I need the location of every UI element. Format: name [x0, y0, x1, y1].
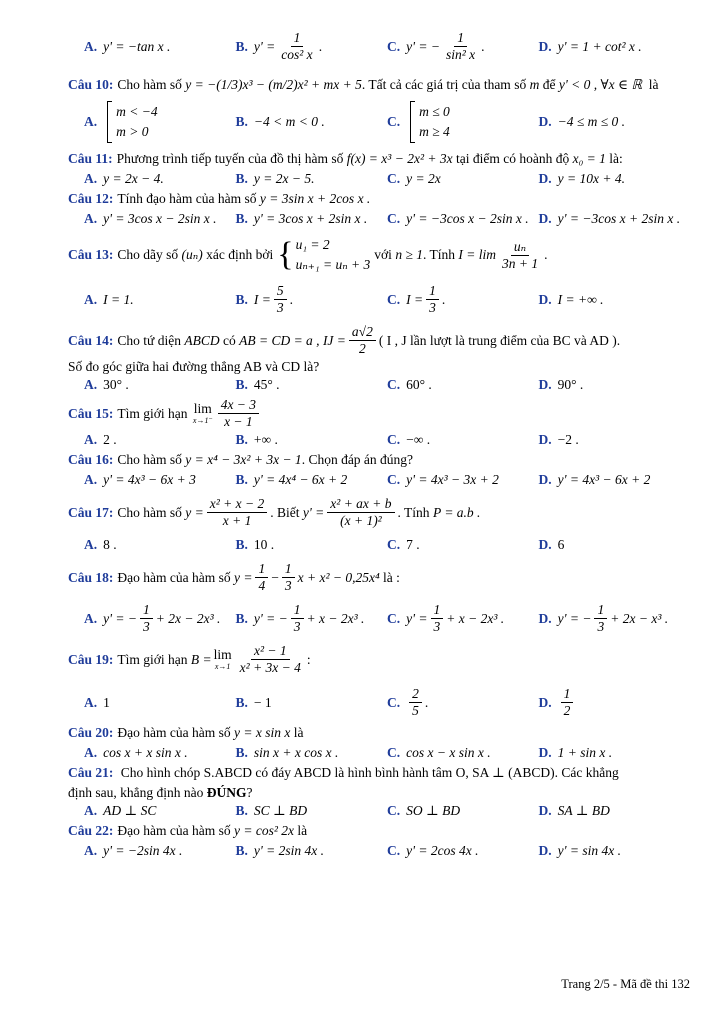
- q13-option-c[interactable]: C. I = $\frac{1}{3}$ .: [387, 283, 446, 315]
- exam-page: [68, 30, 688, 859]
- q13-options: [68, 283, 688, 316]
- q15-option-b[interactable]: B. +∞ .: [235, 432, 278, 447]
- question-22: Câu 22: Đạo hàm của hàm số y = cos² 2x là: [68, 823, 308, 838]
- q14-options: [68, 377, 688, 393]
- q20-options: [68, 745, 688, 761]
- q20-option-b[interactable]: B. sin x + x cos x .: [235, 745, 339, 760]
- q22-option-c[interactable]: C. y' = 2cos 4x .: [387, 843, 479, 858]
- q16-option-a[interactable]: A. y' = 4x³ − 6x + 3: [84, 472, 196, 487]
- q18-option-d[interactable]: D. y' = − $\frac{1}{3}$ + 2x − x³ .: [538, 602, 669, 634]
- q10-options: [68, 101, 688, 143]
- q17-option-a[interactable]: A. 8 .: [84, 537, 117, 552]
- q21-option-d[interactable]: D. SA ⊥ BD: [538, 803, 610, 818]
- q9-options: [68, 30, 688, 63]
- q21-option-b[interactable]: B. SC ⊥ BD: [235, 803, 308, 818]
- q16-option-c[interactable]: C. y' = 4x³ − 3x + 2: [387, 472, 499, 487]
- q13-option-d[interactable]: D. I = +∞ .: [538, 291, 604, 307]
- q12-options: [68, 211, 688, 227]
- q17-options: [68, 537, 688, 553]
- q19-option-b[interactable]: B. − 1: [235, 694, 272, 710]
- q21-options: [68, 803, 688, 819]
- q12-option-c[interactable]: C. y' = −3cos x − 2sin x .: [387, 211, 529, 226]
- q13-option-b[interactable]: B. I = $\frac{5}{3}$ .: [235, 283, 293, 315]
- q15-option-c[interactable]: C. −∞ .: [387, 432, 431, 447]
- q12-option-b[interactable]: B. y' = 3cos x + 2sin x .: [235, 211, 368, 226]
- q17-option-b[interactable]: B. 10 .: [235, 537, 275, 552]
- page-footer: Trang 2/5 - Mã đề thi 132: [561, 977, 690, 991]
- q11-option-c[interactable]: C. y = 2x: [387, 171, 441, 186]
- question-21-line2: định sau, khẳng định nào ĐÚNG?: [68, 785, 253, 800]
- q16-option-b[interactable]: B. y' = 4x⁴ − 6x + 2: [235, 472, 348, 487]
- fraction: $\frac{1}{\text{sin² x}}$: [445, 30, 476, 62]
- q21-option-a[interactable]: A. AD ⊥ SC: [84, 803, 157, 818]
- q22-option-a[interactable]: A. y' = −2sin 4x .: [84, 843, 183, 858]
- q12-option-d[interactable]: D. y' = −3cos x + 2sin x .: [538, 211, 681, 226]
- q10-option-b[interactable]: B. −4 < m < 0 .: [235, 114, 325, 129]
- q19-option-d[interactable]: D. $\frac{1}{2}$: [539, 686, 689, 719]
- q20-option-d[interactable]: D. 1 + sin x .: [538, 745, 613, 760]
- question-13: Câu 13: Cho dãy số (uₙ) xác định bởi { u₁ = 2 uₙ₊₁ = uₙ + 3 với n ≥ 1 . Tính I = lim $\frac{\text{uₙ}}{3n + 1}$ .: [68, 236, 548, 273]
- question-21: Câu 21: Cho hình chóp S.ABCD có đáy ABCD là hình bình hành tâm O, SA ⊥ (ABCD). Các khẳng: [68, 765, 619, 780]
- q22-options: [68, 843, 688, 859]
- q13-option-a[interactable]: A. I = 1.: [84, 291, 134, 307]
- q16-option-d[interactable]: D. y' = 4x³ − 6x + 2: [538, 472, 651, 487]
- q14-option-c[interactable]: C. 60° .: [387, 377, 432, 392]
- q11-options: [68, 171, 688, 187]
- question-14-line2: Số đo góc giữa hai đường thẳng AB và CD là?: [68, 359, 320, 374]
- question-17: Câu 17: Cho hàm số y = $\frac{\text{x² + x − 2}}{x + 1}$ . Biết y' = $\frac{\text{x² + ax + b}}{\text{(x + 1)²}}$ . Tính P = a.b .: [68, 496, 481, 528]
- question-10: Câu 10: Cho hàm số y = −(1/3)x³ − (m/2)x² + mx + 5 . Tất cả các giá trị của tham số m để y' < 0 , ∀x ∈ ℝ là: [68, 77, 659, 92]
- q21-option-c[interactable]: C. SO ⊥ BD: [387, 803, 461, 818]
- question-11: Câu 11: Phương trình tiếp tuyến của đồ thị hàm số f(x) = x³ − 2x² + 3x tại điểm có hoành độ x₀ = 1 là:: [68, 151, 623, 166]
- q22-option-b[interactable]: B. y' = 2sin 4x .: [235, 843, 325, 858]
- q15-options: [68, 432, 688, 448]
- q14-option-a[interactable]: A. 30° .: [84, 377, 129, 392]
- question-12: Câu 12: Tính đạo hàm của hàm số y = 3sin x + 2cos x .: [68, 191, 371, 206]
- q20-option-c[interactable]: C. cos x − x sin x .: [387, 745, 491, 760]
- question-20: Câu 20: Đạo hàm của hàm số y = x sin x là: [68, 725, 304, 740]
- q18-option-c[interactable]: C. y' = $\frac{1}{3}$ + x − 2x³ .: [387, 602, 505, 634]
- q10-option-c[interactable]: C. m ≤ 0 m ≥ 4: [387, 101, 539, 143]
- q17-option-d[interactable]: D. 6: [538, 537, 565, 552]
- question-14: Câu 14: Cho tứ diện ABCD có AB = CD = a , IJ = $\frac{a√2}{2}$ ( I , J lần lượt là trung điểm của BC và AD ).: [68, 324, 621, 356]
- recurrence-system: { u₁ = 2 uₙ₊₁ = uₙ + 3: [277, 236, 371, 273]
- question-19: Câu 19: Tìm giới hạn B = lim x→1 $\frac{\text{x² − 1}}{\text{x² + 3x − 4}}$ :: [68, 643, 311, 675]
- q16-options: [68, 472, 688, 488]
- question-16: Câu 16: Cho hàm số y = x⁴ − 3x² + 3x − 1 . Chọn đáp án đúng?: [68, 452, 414, 467]
- q14-option-d[interactable]: D. 90° .: [538, 377, 584, 392]
- q19-options: [68, 686, 688, 719]
- q18-option-a[interactable]: A. y' = − $\frac{1}{3}$ + 2x − 2x³ .: [84, 602, 221, 634]
- q9-option-b[interactable]: B. y' = $\frac{1}{\text{cos² x}}$ .: [235, 30, 323, 62]
- question-18: Câu 18: Đạo hàm của hàm số y = $\frac{1}{4}$ − $\frac{1}{3}$ x + x² − 0,25x⁴ là :: [68, 561, 400, 593]
- q15-option-d[interactable]: D. −2 .: [538, 432, 579, 447]
- q14-option-b[interactable]: B. 45° .: [235, 377, 280, 392]
- q18-option-b[interactable]: B. y' = − $\frac{1}{3}$ + x − 2x³ .: [235, 602, 365, 634]
- q9-option-a[interactable]: A. y' = −tan x .: [84, 38, 171, 54]
- fraction: $\frac{\text{uₙ}}{3n + 1}$: [501, 238, 539, 271]
- q10-option-d[interactable]: D. −4 ≤ m ≤ 0 .: [538, 114, 626, 129]
- question-15: Câu 15: Tìm giới hạn lim x→1⁻ $\frac{4x - 3}{x - 1}$: [68, 397, 688, 430]
- q11-option-a[interactable]: A. y = 2x − 4.: [84, 171, 164, 186]
- q9-option-c[interactable]: C. y' = − $\frac{1}{\text{sin² x}}$ .: [387, 30, 485, 62]
- q12-option-a[interactable]: A. y' = 3cos x − 2sin x .: [84, 211, 217, 226]
- q19-option-c[interactable]: C. $\frac{2}{5}$ .: [387, 686, 429, 718]
- q10-option-a[interactable]: A. m < −4 m > 0: [68, 101, 236, 143]
- q20-option-a[interactable]: A. cos x + x sin x .: [84, 745, 188, 760]
- q9-option-d[interactable]: D. y' = 1 + cot² x .: [538, 38, 642, 54]
- q11-option-b[interactable]: B. y = 2x − 5.: [235, 171, 315, 186]
- q18-options: [68, 602, 688, 635]
- q19-option-a[interactable]: A. 1: [84, 694, 110, 710]
- q22-option-d[interactable]: D. y' = sin 4x .: [538, 843, 621, 858]
- q17-option-c[interactable]: C. 7 .: [387, 537, 420, 552]
- q15-option-a[interactable]: A. 2 .: [84, 432, 117, 447]
- q11-option-d[interactable]: D. y = 10x + 4.: [538, 171, 625, 186]
- fraction: $\frac{1}{\text{cos² x}}$: [281, 30, 313, 62]
